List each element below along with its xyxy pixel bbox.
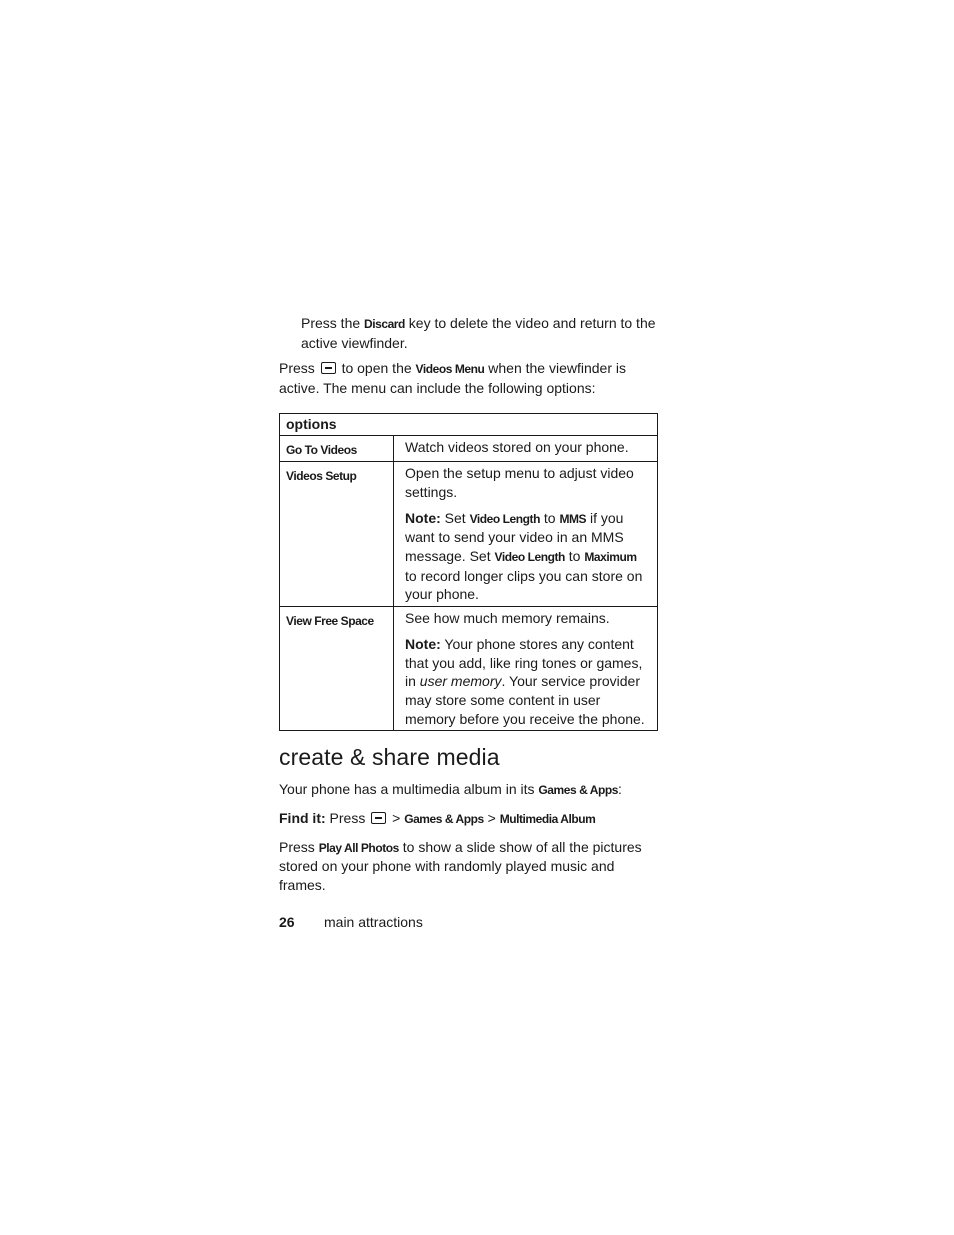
option-note	[405, 509, 649, 605]
option-name: Videos Setup	[286, 469, 357, 484]
text: Press the	[301, 315, 365, 331]
table-row	[280, 435, 658, 462]
videos-menu-instruction	[279, 359, 659, 397]
option-description: Open the setup menu to adjust video settings.	[405, 465, 634, 500]
text: . Your service provider may store some content in user memory before you receive the phone.	[405, 673, 645, 727]
note-label: Note:	[405, 635, 441, 652]
text: Your phone has a multimedia album in its	[279, 781, 539, 798]
menu-label: Games & Apps	[404, 812, 484, 827]
find-it-path	[279, 809, 659, 829]
setting-label: Video Length	[469, 511, 540, 526]
page-footer	[279, 914, 423, 930]
emphasis-text: user memory	[419, 673, 502, 690]
text: to	[539, 509, 560, 526]
section-intro	[279, 780, 659, 800]
text: to show a slide show of all the pictures stored on your phone with randomly played music and frames.	[279, 838, 642, 894]
text: Press	[325, 810, 370, 827]
option-description: See how much memory remains.	[405, 610, 610, 627]
discard-instruction	[279, 314, 659, 352]
text: to record longer clips you can store on your phone.	[405, 567, 643, 603]
text: Set	[440, 509, 470, 526]
path-separator: >	[388, 810, 405, 827]
videos-menu-label: Videos Menu	[415, 362, 485, 377]
setting-label: Maximum	[584, 550, 637, 565]
menu-key-icon	[371, 812, 386, 824]
table-row	[280, 607, 658, 731]
path-separator: >	[483, 810, 500, 827]
option-name: View Free Space	[286, 614, 374, 629]
discard-key-label: Discard	[364, 317, 405, 331]
text: to	[564, 548, 585, 565]
table-header: options	[280, 413, 658, 435]
menu-label: Play All Photos	[318, 840, 399, 855]
footer-section-name: main attractions	[324, 914, 423, 930]
manual-page	[279, 314, 659, 895]
text: :	[617, 781, 622, 798]
table-row	[280, 462, 658, 607]
option-description: Watch videos stored on your phone.	[405, 438, 629, 455]
options-table	[279, 413, 658, 732]
text: Your phone stores any content that you add, like ring tones or games, in	[405, 635, 643, 690]
setting-label: MMS	[559, 511, 587, 526]
text: key to delete the video and return to the active viewfinder.	[301, 315, 656, 351]
option-name: Go To Videos	[286, 442, 357, 457]
setting-label: Video Length	[494, 550, 565, 565]
option-note	[405, 635, 649, 729]
page-number: 26	[279, 914, 295, 930]
text: when the viewfinder is active. The menu can include the following options:	[279, 360, 627, 397]
find-it-label: Find it:	[279, 810, 326, 827]
section-title: create & share media	[279, 744, 500, 771]
note-label: Note:	[405, 509, 441, 526]
menu-label: Games & Apps	[538, 783, 618, 798]
text: to open the	[337, 360, 416, 377]
menu-key-icon	[321, 362, 336, 374]
table-header-row	[280, 413, 658, 435]
play-all-instruction	[279, 838, 659, 895]
menu-label: Multimedia Album	[499, 812, 596, 827]
text: if you want to send your video in an MMS message. Set	[405, 509, 624, 565]
text: Press	[279, 838, 319, 855]
text: Press	[279, 360, 319, 377]
